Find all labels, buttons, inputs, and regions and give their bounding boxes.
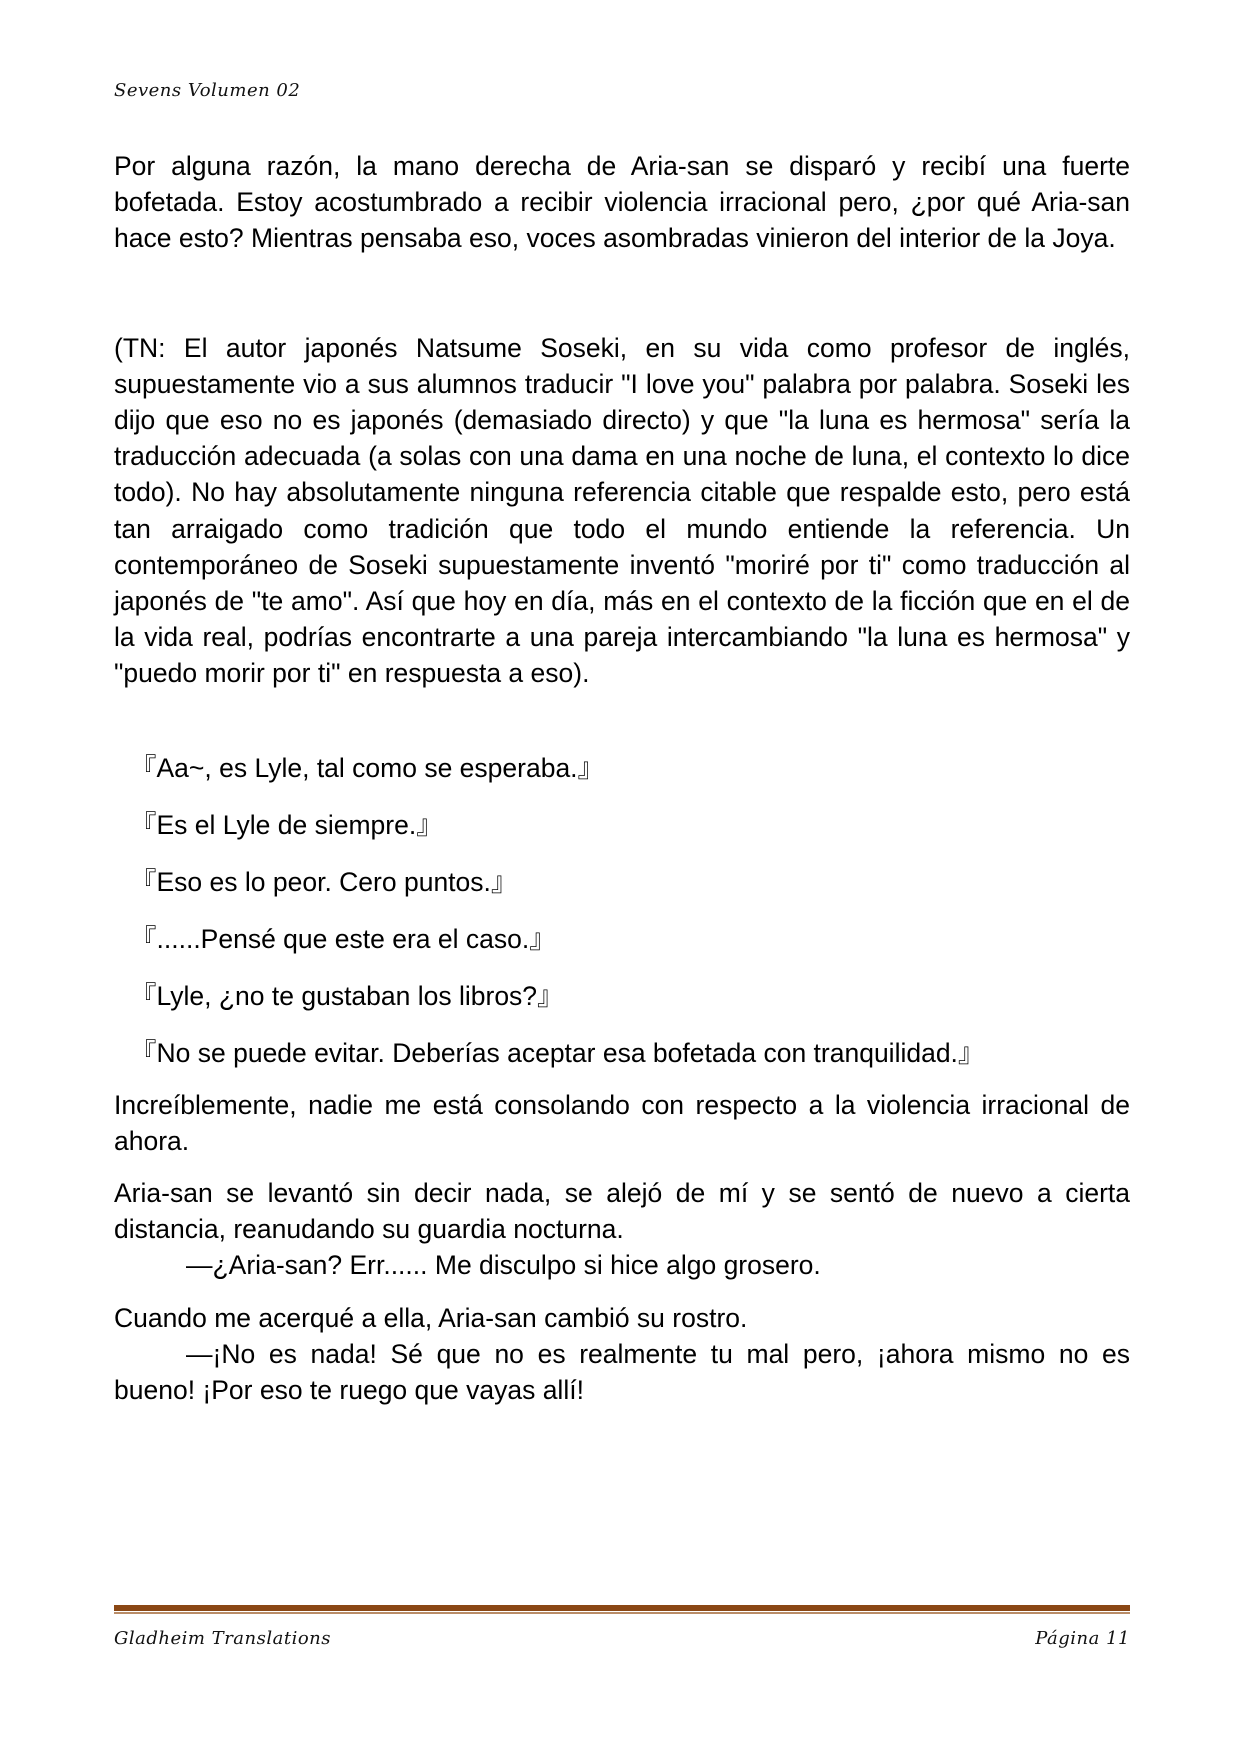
spacer [114, 257, 1130, 330]
quote-line: 『Lyle, ¿no te gustaban los libros?』 [130, 980, 564, 1011]
dialog-line: —¿Aria-san? Err...... Me disculpo si hice algo grosero. [186, 1250, 821, 1281]
page-body [114, 148, 1130, 1408]
quote-line: 『No se puede evitar. Deberías aceptar esa bofetada con tranquilidad.』 [130, 1037, 985, 1068]
quote-line: 『......Pensé que este era el caso.』 [130, 923, 556, 954]
quote-line: 『Es el Lyle de siempre.』 [130, 809, 443, 840]
footer-divider [114, 1605, 1130, 1614]
running-header: Sevens Volumen 02 [114, 80, 301, 101]
footer-divider-thin [114, 1612, 1130, 1614]
page-number: Página 11 [1035, 1628, 1130, 1649]
quote-line: 『Aa~, es Lyle, tal como se esperaba.』 [130, 752, 605, 783]
dialog-line: —¡No es nada! Sé que no es realmente tu mal pero, ¡ahora mismo no es bueno! ¡Por eso te ruego que vayas allí! [114, 1338, 1130, 1406]
footer-publisher: Gladheim Translations [114, 1628, 331, 1649]
paragraph: Aria-san se levantó sin decir nada, se alejó de mí y se sentó de nuevo a cierta distancia, reanudando su guardia nocturna. [114, 1178, 1130, 1245]
paragraph: Cuando me acerqué a ella, Aria-san cambió su rostro. [114, 1302, 748, 1333]
quote-line: 『Eso es lo peor. Cero puntos.』 [130, 866, 518, 897]
paragraph: Por alguna razón, la mano derecha de Aria-san se disparó y recibí una fuerte bofetada. Estoy acostumbrado a recibir violencia irracional pero, ¿por qué Aria-san hace esto? Mientras pensaba eso, voces asombradas vinieron del interior de la Joya. [114, 151, 1130, 254]
footer-divider-thick [114, 1605, 1130, 1611]
translator-note: (TN: El autor japonés Natsume Soseki, en su vida como profesor de inglés, supuestamente vio a sus alumnos traducir "I love you" palabra por palabra. Soseki les dijo que eso no es japonés (demasiado directo) y que "la luna es hermosa" sería la traducción adecuada (a solas con una dama en una noche de luna, el contexto lo dice todo). No hay absolutamente ninguna referencia citable que respalde esto, pero está tan arraigado como tradición que todo el mundo entiende la referencia. Un contemporáneo de Soseki supuestamente inventó "moriré por ti" como traducción al japonés de "te amo". Así que hoy en día, más en el contexto de la ficción que en el de la vida real, podrías encontrarte a una pareja intercambiando "la luna es hermosa" y "puedo morir por ti" en respuesta a eso). [114, 332, 1130, 689]
spacer [114, 692, 1130, 750]
paragraph: Increíblemente, nadie me está consolando con respecto a la violencia irracional de ahora. [114, 1089, 1130, 1156]
